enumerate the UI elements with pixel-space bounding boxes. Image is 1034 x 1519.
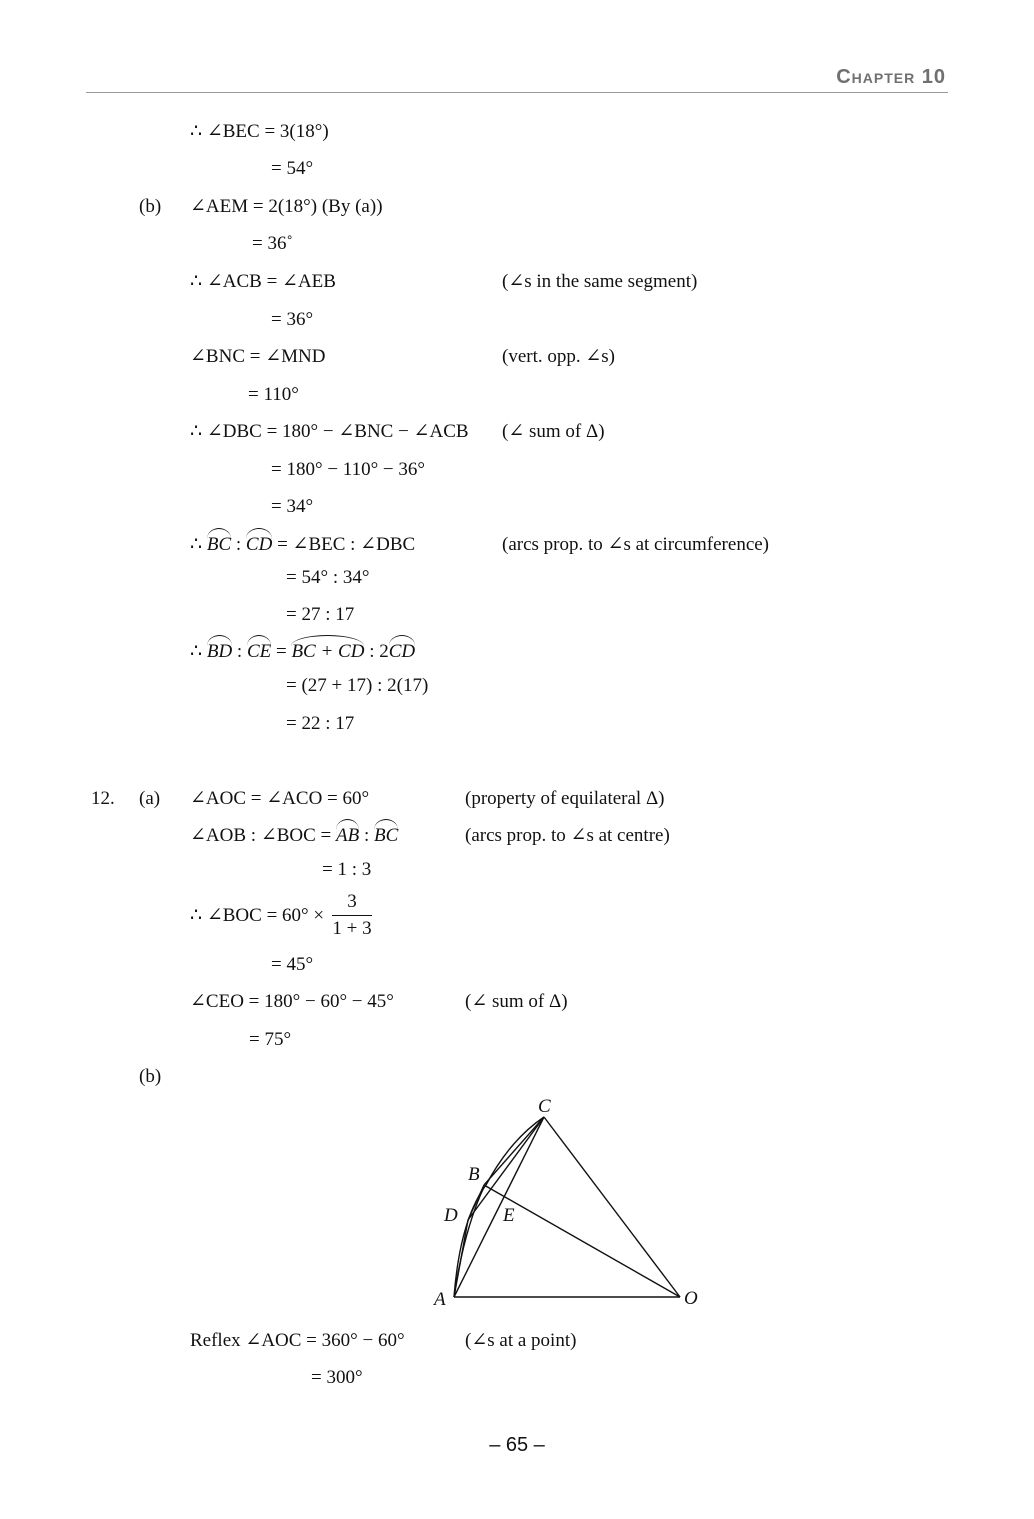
line-aem: ∠AEM = 2(18°) (By (a)): [190, 196, 383, 217]
page-number: – 65 –: [489, 1434, 545, 1456]
chapter-header: Chapter 10: [836, 66, 946, 88]
segment-co: [544, 1117, 680, 1297]
line-bnc: ∠BNC = ∠MND: [190, 346, 326, 367]
label-a: A: [434, 1289, 446, 1310]
part-b-label: (b): [139, 196, 162, 217]
line-boc-result: = 45°: [271, 954, 314, 975]
line-bec-result: = 54°: [271, 158, 314, 179]
line-acb-result: = 36°: [271, 309, 314, 330]
segment-bo: [484, 1185, 680, 1297]
reason-vert-opp: (vert. opp. ∠s): [502, 346, 616, 367]
line-reflex: Reflex ∠AOC = 360° − 60°: [190, 1330, 405, 1351]
line-ceo-result: = 75°: [249, 1029, 292, 1050]
line-arc-ratio: [190, 534, 415, 556]
line-boc: ∴ ∠BOC = 60° ×: [190, 905, 325, 926]
label-d: D: [444, 1205, 458, 1226]
line-dbc: ∴ ∠DBC = 180° − ∠BNC − ∠ACB: [190, 421, 469, 442]
fraction-bar: [332, 915, 372, 916]
reason-arcs-circumference: (arcs prop. to ∠s at circumference): [502, 534, 770, 555]
segment-ac: [454, 1117, 544, 1297]
line-arc-ratio-2: [190, 641, 415, 663]
arc-bc-cd: BC + CD: [291, 641, 365, 662]
part-a-label: (a): [139, 788, 161, 809]
arc-ab: AB: [336, 825, 360, 846]
line-aem-result: = 36˚: [252, 233, 293, 254]
line-dbc-step: = 180° − 110° − 36°: [271, 459, 425, 480]
line-arc-ratio-step: = 54° : 34°: [286, 567, 370, 588]
label-e: E: [503, 1205, 515, 1226]
line-acb: ∴ ∠ACB = ∠AEB: [190, 271, 336, 292]
line-bnc-result: = 110°: [248, 384, 299, 405]
ratio-colon: :: [231, 534, 246, 555]
ratio-angles: ∠AOB : ∠BOC =: [190, 825, 337, 846]
header-rule: [86, 92, 948, 93]
reason-at-point: (∠s at a point): [465, 1330, 577, 1351]
question-number: 12.: [91, 788, 115, 809]
line-reflex-result: = 300°: [311, 1367, 363, 1388]
reason-same-segment: (∠s in the same segment): [502, 271, 698, 292]
line-aoc: ∠AOC = ∠ACO = 60°: [190, 788, 370, 809]
ratio-colon: :: [359, 825, 375, 846]
therefore-symbol: ∴: [190, 641, 207, 662]
reason-angle-sum: (∠ sum of Δ): [502, 421, 605, 442]
ratio-two: : 2: [364, 641, 389, 662]
equals-sign: =: [271, 641, 292, 662]
arc-cd: CD: [388, 641, 416, 662]
arc-bc: BC: [374, 825, 399, 846]
line-arc-ratio-2-step: = (27 + 17) : 2(17): [286, 675, 429, 696]
line-bec: ∴ ∠BEC = 3(18°): [190, 121, 329, 142]
line-aob-boc: [190, 825, 398, 847]
segment-bc: [484, 1117, 544, 1185]
arc-bc: BC: [206, 534, 232, 555]
line-arc-ratio-result: = 27 : 17: [286, 604, 355, 625]
arc-ce: CE: [246, 641, 272, 662]
fraction: [332, 891, 372, 940]
line-ceo: ∠CEO = 180° − 60° − 45°: [190, 991, 394, 1012]
fraction-numerator: 3: [347, 891, 357, 912]
reason-arcs-centre: (arcs prop. to ∠s at centre): [465, 825, 670, 846]
ratio-angles: = ∠BEC : ∠DBC: [272, 534, 416, 555]
fraction-denominator: 1 + 3: [332, 918, 372, 939]
reason-equilateral: (property of equilateral Δ): [465, 788, 665, 809]
part-b-label-2: (b): [139, 1066, 162, 1087]
line-ratio-result: = 1 : 3: [322, 859, 372, 880]
geometry-diagram: [420, 1090, 720, 1320]
ratio-colon: :: [232, 641, 247, 662]
line-arc-ratio-2-result: = 22 : 17: [286, 713, 355, 734]
segment-ad: [454, 1220, 468, 1297]
arc-cd: CD: [245, 534, 273, 555]
label-o: O: [684, 1288, 698, 1309]
label-b: B: [468, 1164, 480, 1185]
reason-angle-sum-2: (∠ sum of Δ): [465, 991, 568, 1012]
therefore-symbol: ∴: [190, 534, 207, 555]
line-dbc-result: = 34°: [271, 496, 314, 517]
label-c: C: [538, 1096, 551, 1117]
arc-bd: BD: [206, 641, 233, 662]
